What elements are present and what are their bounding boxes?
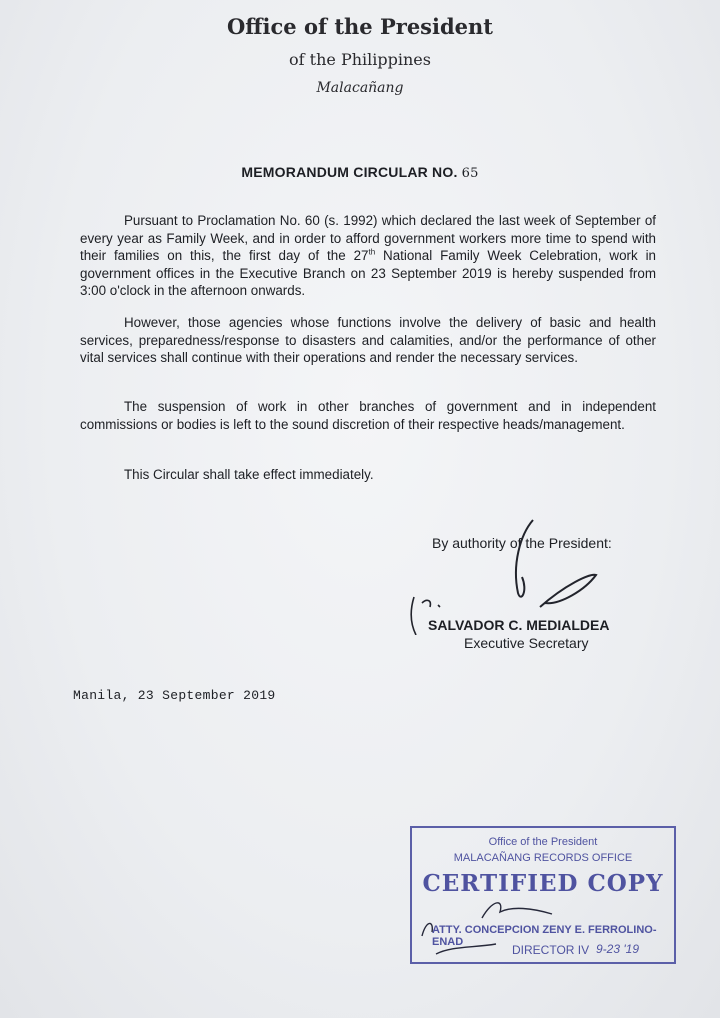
signatory-title: Executive Secretary <box>464 635 589 651</box>
certified-copy-stamp <box>410 826 676 964</box>
stamp-handwritten-date: 9-23 '19 <box>596 942 639 956</box>
stamp-officer-name: ATTY. CONCEPCION ZENY E. FERROLINO-ENAD <box>432 924 657 948</box>
paragraph-1 <box>80 212 656 300</box>
memo-number: 65 <box>461 166 479 181</box>
stamp-records-office: MALACAÑANG RECORDS OFFICE <box>453 852 633 864</box>
authority-line: By authority of the President: <box>432 535 612 551</box>
stamp-office: Office of the President <box>488 836 598 848</box>
paragraph-2: However, those agencies whose functions involve the delivery of basic and health services, preparedness/response to disasters and calamities, and/or the performance of other vital services shall continue with their operations and render the necessary services. <box>80 315 656 365</box>
stamp-certified-copy: CERTIFIED COPY <box>422 870 664 897</box>
letterhead-country: of the Philippines <box>289 50 431 69</box>
stamp-position: DIRECTOR IV <box>512 943 590 957</box>
paragraph-4: This Circular shall take effect immediately. <box>124 467 374 482</box>
memo-title <box>0 164 720 181</box>
ordinal-suffix: th <box>368 247 376 257</box>
paragraph-1-part-b: National Family Week Celebration, work in government offices in the Executive Branch on 23 September 2019 is hereby suspended from 3:00 o'clock in the afternoon onwards. <box>80 248 656 298</box>
letterhead-palace: Malacañang <box>316 80 404 96</box>
letterhead-office: Office of the President <box>227 14 493 39</box>
stamp-initials-signature <box>412 828 678 966</box>
paragraph-3: The suspension of work in other branches of government and in independent commissions or bodies is left to the sound discretion of their respective heads/management. <box>80 399 656 432</box>
place-and-date: Manila, 23 September 2019 <box>73 688 276 703</box>
signatory-name: SALVADOR C. MEDIALDEA <box>428 617 610 633</box>
paragraph-1-part-a: Pursuant to Proclamation No. 60 (s. 1992) which declared the last week of September of every year as Family Week, and in order to afford government workers more time to spend with their families on this, the first day of the 27 <box>80 213 656 263</box>
memo-title-text: MEMORANDUM CIRCULAR NO. <box>241 164 458 180</box>
